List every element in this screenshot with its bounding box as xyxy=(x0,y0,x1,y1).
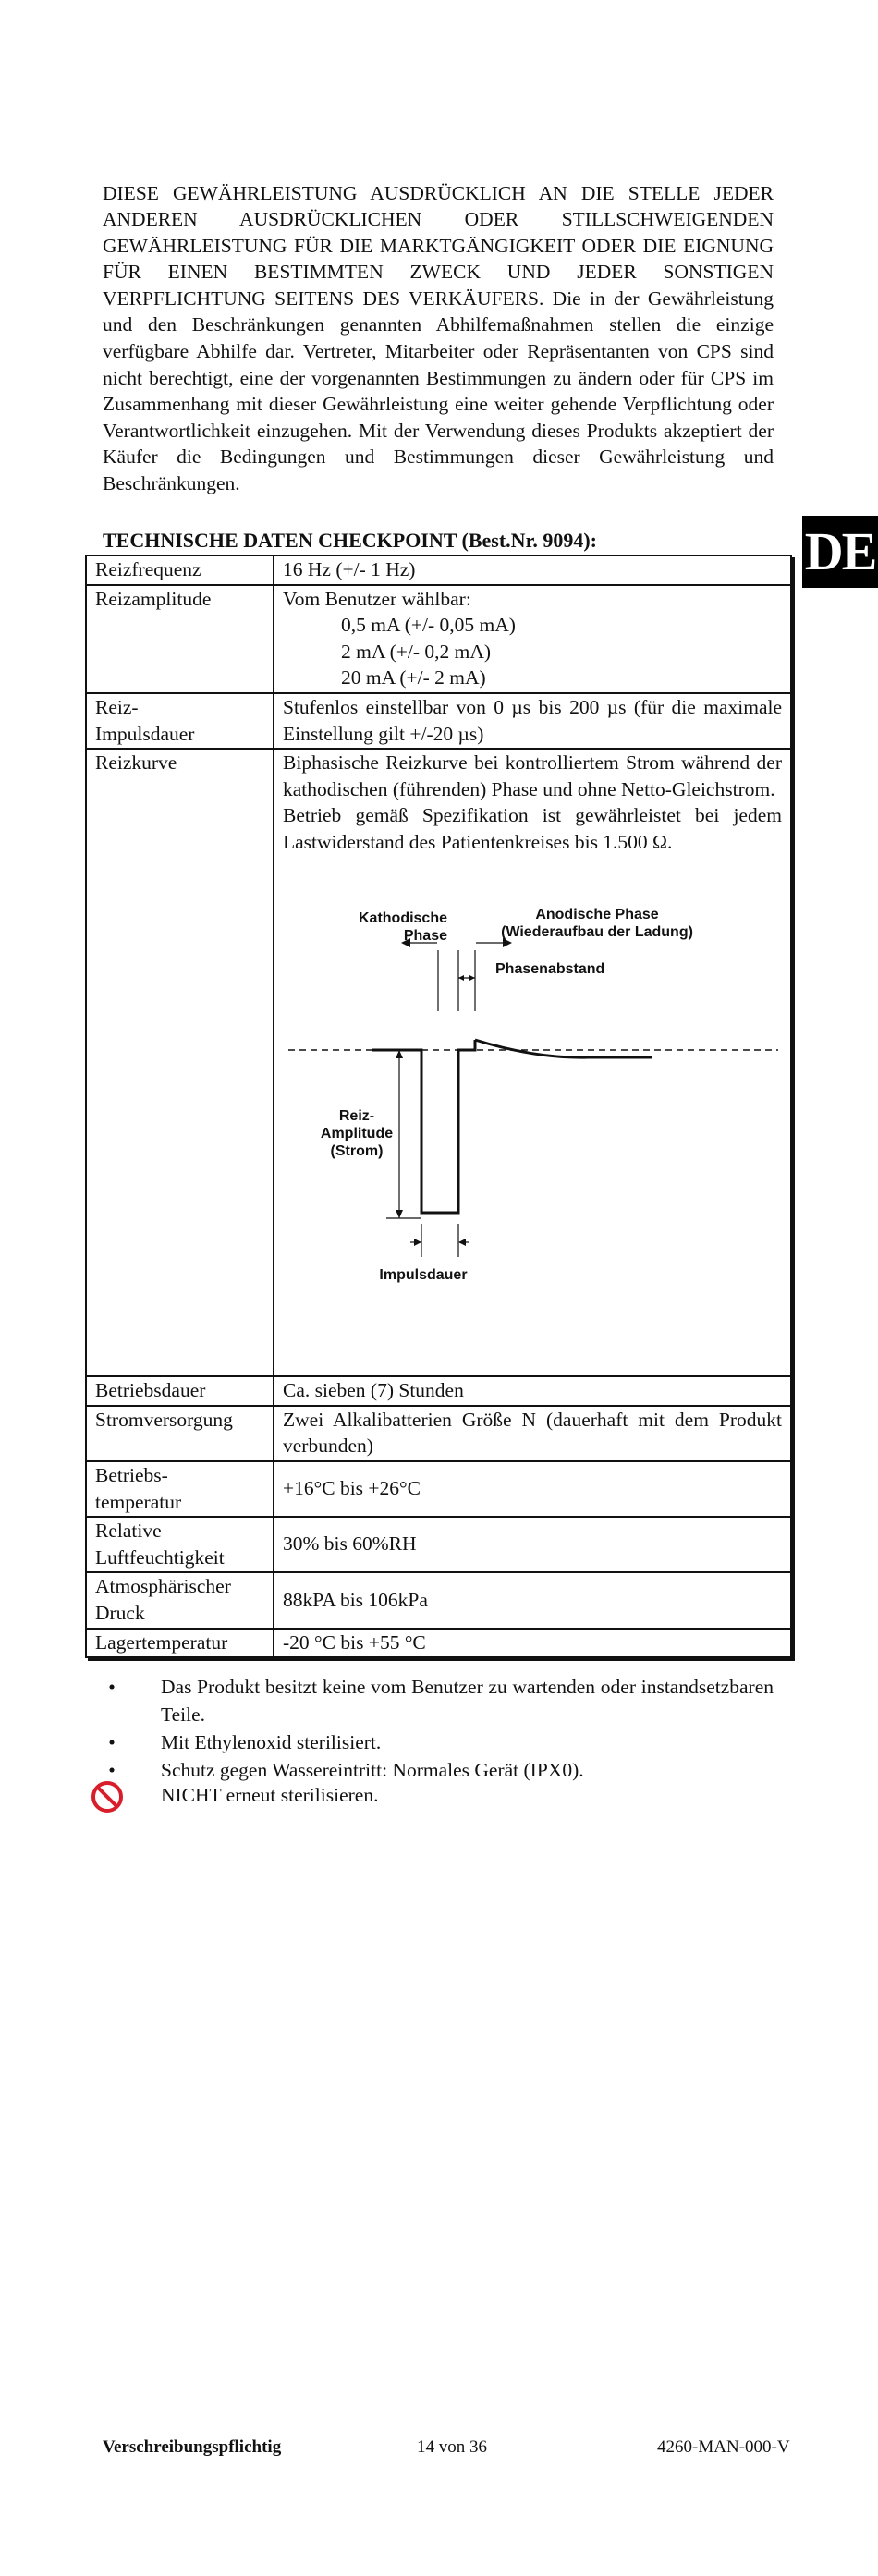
list-item-text: Mit Ethylenoxid sterilisiert. xyxy=(161,1731,382,1753)
page-number: 14 von 36 xyxy=(417,2437,487,2457)
label-reiz-amp-1: Reiz- xyxy=(338,1107,375,1124)
spec-value: Ca. sieben (7) Stunden xyxy=(274,1376,791,1406)
spec-value: -20 °C bis +55 °C xyxy=(274,1629,791,1658)
spec-value xyxy=(274,749,791,1376)
spec-label: Reizkurve xyxy=(86,749,274,1376)
spec-row-lagertemperatur xyxy=(86,1629,791,1658)
document-number: 4260-MAN-000-V xyxy=(657,2437,790,2457)
spec-row-impulsdauer xyxy=(86,693,791,749)
spec-row-reizfrequenz xyxy=(86,555,791,585)
spec-label xyxy=(86,1461,274,1517)
spec-label xyxy=(86,1517,274,1572)
label-phasenabstand: Phasenabstand xyxy=(495,960,605,977)
spec-label: Stromversorgung xyxy=(86,1406,274,1461)
spec-value: 30% bis 60%RH xyxy=(274,1517,791,1572)
warning-text: NICHT erneut sterilisieren. xyxy=(161,1784,379,1806)
spec-label-line: Reiz- xyxy=(95,695,139,718)
spec-value: 16 Hz (+/- 1 Hz) xyxy=(274,555,791,585)
section-title: TECHNISCHE DATEN CHECKPOINT (Best.Nr. 9094): xyxy=(103,529,597,552)
spec-label: Betriebsdauer xyxy=(86,1376,274,1406)
spec-label-line: Impulsdauer xyxy=(95,722,195,745)
arrow-head xyxy=(414,1239,421,1246)
arrow-head xyxy=(458,975,464,981)
spec-value xyxy=(274,585,791,693)
spec-row-reizamplitude xyxy=(86,585,791,693)
spec-value: Zwei Alkalibatterien Größe N (dauerhaft mit dem Produkt verbunden) xyxy=(274,1406,791,1461)
spec-label-line: Luftfeuchtigkeit xyxy=(95,1545,225,1569)
spec-label xyxy=(86,693,274,749)
spec-row-betriebsdauer xyxy=(86,1376,791,1406)
arrow-head xyxy=(396,1210,403,1218)
bullet-icon: • xyxy=(108,1731,116,1753)
label-impulsdauer: Impulsdauer xyxy=(379,1266,468,1283)
spec-row-betriebstemperatur xyxy=(86,1461,791,1517)
reizkurve-text: Biphasische Reizkurve bei kontrolliertem Strom während der kathodischen (führenden) Phase und ohne Netto-Gleichstrom. xyxy=(283,751,782,800)
footer-left: Verschreibungspflichtig xyxy=(103,2437,282,2457)
spec-row-druck xyxy=(86,1572,791,1628)
amplitude-intro: Vom Benutzer wählbar: xyxy=(283,587,471,610)
list-item xyxy=(103,1728,774,1756)
bullet-icon: • xyxy=(108,1759,116,1781)
waveform-diagram xyxy=(283,876,782,1283)
list-item xyxy=(103,1673,774,1728)
spec-label-line: Atmosphärischer xyxy=(95,1575,231,1598)
warning-row xyxy=(89,1778,736,1815)
spec-label-line: temperatur xyxy=(95,1490,182,1513)
no-symbol-icon xyxy=(89,1778,126,1815)
spec-label: Reizamplitude xyxy=(86,585,274,693)
amplitude-option: 20 mA (+/- 2 mA) xyxy=(341,666,486,690)
spec-label-line: Relative xyxy=(95,1520,162,1543)
amplitude-option: 2 mA (+/- 0,2 mA) xyxy=(341,640,492,663)
spec-label: Lagertemperatur xyxy=(86,1629,274,1658)
spec-row-luftfeuchtigkeit xyxy=(86,1517,791,1572)
spec-row-reizkurve xyxy=(86,749,791,1376)
anodic-curve xyxy=(475,1040,652,1057)
list-item-text: Das Produkt besitzt keine vom Benutzer zu wartenden oder instandsetzbaren Teile. xyxy=(161,1676,774,1726)
label-reiz-amp-2: Amplitude xyxy=(320,1125,394,1141)
notes-list xyxy=(103,1673,774,1784)
label-anodische-2: (Wiederaufbau der Ladung) xyxy=(501,923,693,940)
spec-row-stromversorgung xyxy=(86,1406,791,1461)
bullet-icon: • xyxy=(108,1676,116,1698)
spec-value: Stufenlos einstellbar von 0 µs bis 200 µs (für die maximale Einstellung gilt +/-20 µs) xyxy=(274,693,791,749)
label-reiz-amp-3: (Strom) xyxy=(330,1142,384,1159)
warranty-paragraph: DIESE GEWÄHRLEISTUNG AUSDRÜCKLICH AN DIE STELLE JEDER ANDEREN AUSDRÜCKLICHEN ODER STILLSCHWEIGENDEN GEWÄHRLEISTUNG FÜR DIE MARKTGÄNGIGKEIT ODER DIE EIGNUNG FÜR EINEN BESTIMMTEN ZWECK UND JEDER SONSTIGEN VERPFLICHTUNG SEITENS DES VERKÄUFERS. Die in der Gewährleistung und den Beschränkungen genannten Abhilfemaßnahmen stellen die einzige verfügbare Abhilfe dar. Vertreter, Mitarbeiter oder Repräsentanten von CPS sind nicht berechtigt, eine der vorgenannten Bestimmungen zu ändern oder für CPS im Zusammenhang mit dieser Gewährleistung eine weiter gehende Verpflichtung oder Verantwortlichkeit einzugehen. Mit der Verwendung dieses Produkts akzeptiert der Käufer die Bedingungen und Bestimmungen dieser Gewährleistung und Beschränkungen. xyxy=(103,181,774,495)
arrow-head xyxy=(469,975,475,981)
arrow-head xyxy=(458,1239,466,1246)
spec-label xyxy=(86,1572,274,1628)
list-item-text: Schutz gegen Wassereintritt: Normales Gerät (IPX0). xyxy=(161,1759,584,1781)
label-anodische-1: Anodische Phase xyxy=(535,906,659,922)
spec-value: 88kPA bis 106kPa xyxy=(274,1572,791,1628)
language-tab: DE xyxy=(802,516,878,588)
reizkurve-text: Betrieb gemäß Spezifikation ist gewährleistet bei jedem Lastwiderstand des Patientenkreises bis 1.500 Ω. xyxy=(283,804,782,853)
spec-label-line: Druck xyxy=(95,1601,145,1624)
label-kathodische-1: Kathodische xyxy=(358,910,447,926)
amplitude-option: 0,5 mA (+/- 0,05 mA) xyxy=(341,614,516,637)
spec-label-line: Betriebs- xyxy=(95,1463,168,1486)
spec-value: +16°C bis +26°C xyxy=(274,1461,791,1517)
spec-label: Reizfrequenz xyxy=(86,555,274,585)
label-kathodische-2: Phase xyxy=(403,927,447,944)
spec-table xyxy=(85,555,792,1658)
